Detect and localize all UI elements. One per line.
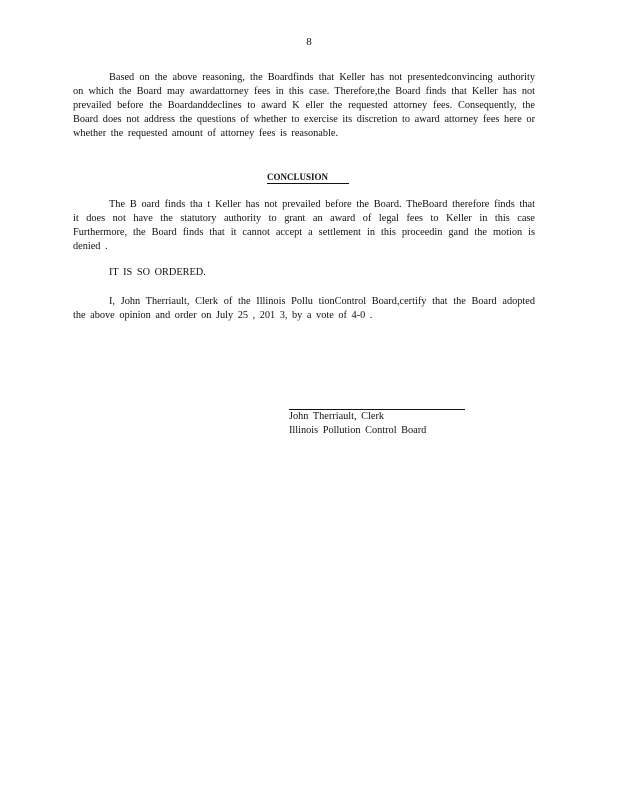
order-statement: IT IS SO ORDERED.	[109, 267, 206, 278]
page-number: 8	[306, 36, 312, 48]
signature-block	[289, 410, 426, 438]
certification-paragraph: I, John Therriault, Clerk of the Illinois Pollu tionControl Board,certify that the Board adopted the above opinion and order on July 25 , 201 3, by a vote of 4-0 .	[73, 296, 535, 321]
signer-name: John Therriault, Clerk	[289, 411, 385, 422]
signer-organization: Illinois Pollution Control Board	[289, 425, 427, 436]
conclusion-paragraph: The B oard finds tha t Keller has not prevailed before the Board. TheBoard therefore finds that it does not have the statutory authority to grant an award of legal fees to Keller in this case Furthermore, the Board finds that it cannot accept a settlement in this proceedin gand the motion is denied .	[73, 199, 535, 252]
conclusion-heading: CONCLUSION	[267, 171, 349, 184]
reasoning-paragraph: Based on the above reasoning, the Boardfinds that Keller has not presentedconvincing authority on which the Board may awardattorney fees in this case. Therefore,the Board finds that Keller has not prevailed before the Boardanddeclines to award K eller the requested attorney fees. Consequently, the Board does not address the questions of whether to exercise its discretion to award attorney fees here or whether the requested amount of attorney fees is reasonable.	[73, 72, 535, 139]
